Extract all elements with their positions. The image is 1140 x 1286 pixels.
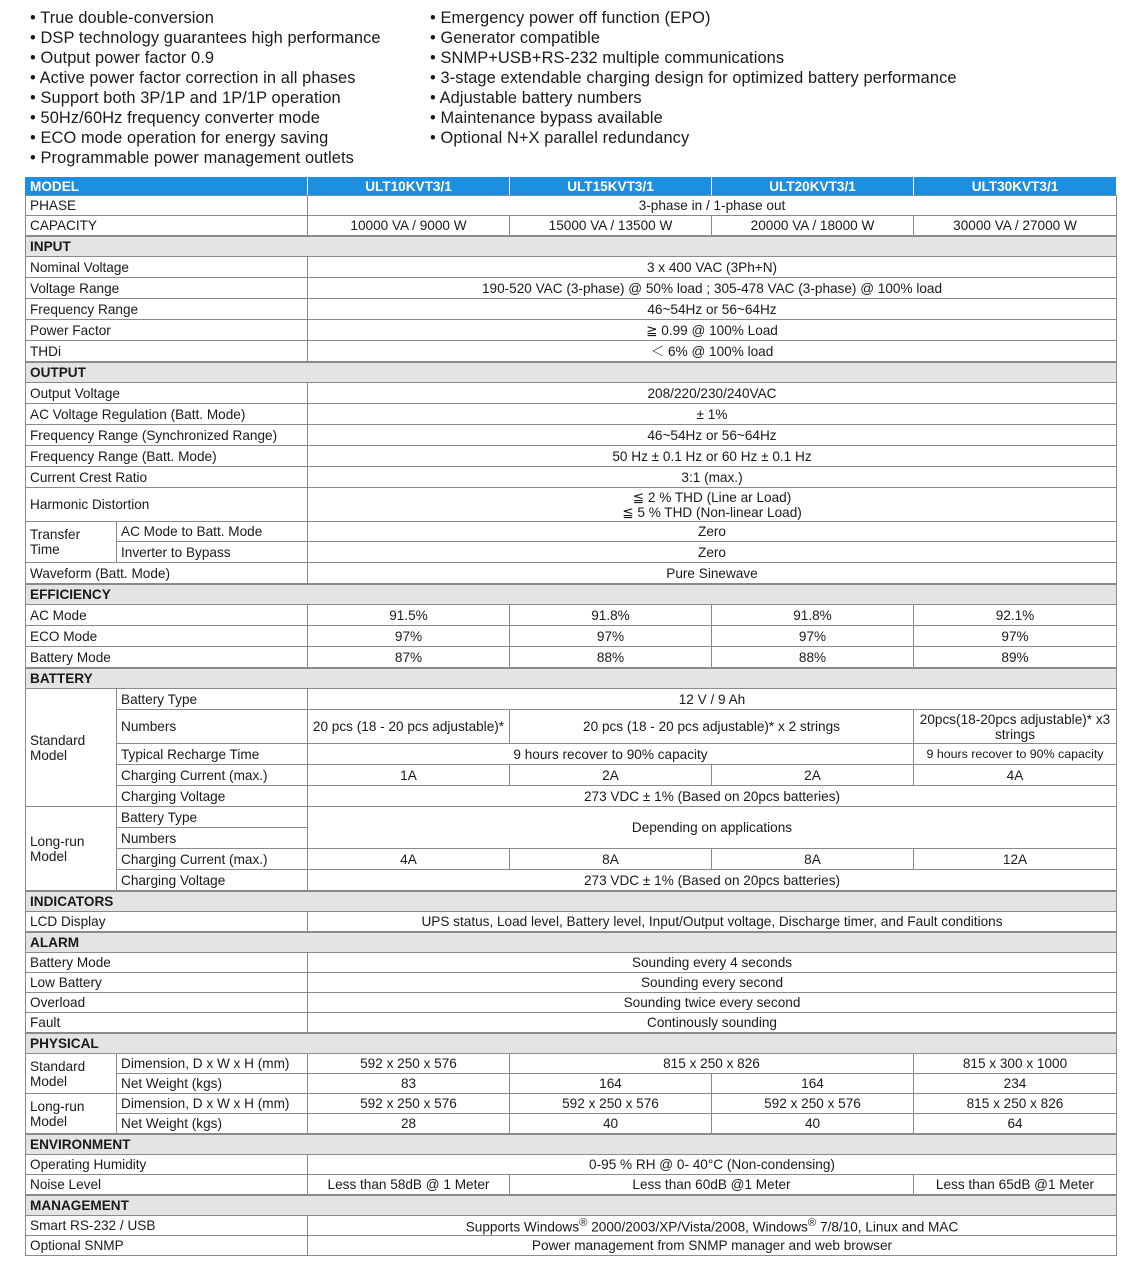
section-title: MANAGEMENT — [26, 1195, 1117, 1216]
table-row — [26, 870, 1117, 892]
feature-item: • SNMP+USB+RS-232 multiple communications — [430, 49, 785, 67]
section-header — [26, 362, 1117, 383]
row-label: Net Weight (kgs) — [117, 1114, 308, 1135]
row-label: Fault — [26, 1013, 308, 1034]
row-value: 50 Hz ± 0.1 Hz or 60 Hz ± 0.1 Hz — [308, 446, 1117, 467]
os-support-text: 2000/2003/XP/Vista/2008, Windows — [587, 1219, 808, 1235]
row-value: 9 hours recover to 90% capacity — [914, 744, 1117, 765]
row-value: 28 — [308, 1114, 510, 1135]
group-label: Long-run Model — [26, 1094, 117, 1135]
feature-list — [30, 8, 1030, 168]
table-row — [26, 425, 1117, 446]
section-title: ALARM — [26, 932, 1117, 953]
section-header — [26, 236, 1117, 257]
row-value: 2A — [510, 765, 712, 786]
row-label: Dimension, D x W x H (mm) — [117, 1094, 308, 1114]
feature-item: • Adjustable battery numbers — [430, 89, 642, 107]
row-value: 20pcs(18-20pcs adjustable)* x3 strings — [914, 710, 1117, 744]
table-row — [26, 563, 1117, 585]
table-row — [26, 1054, 1117, 1074]
row-value: 20 pcs (18 - 20 pcs adjustable)* — [308, 710, 510, 744]
row-value: 91.8% — [712, 605, 914, 626]
model-name: ULT10KVT3/1 — [308, 177, 510, 196]
row-value: Less than 65dB @1 Meter — [914, 1175, 1117, 1196]
feature-item: • ECO mode operation for energy saving — [30, 129, 329, 147]
row-label: Battery Type — [117, 689, 308, 710]
row-value: Depending on applications — [308, 807, 1117, 849]
row-value: 88% — [510, 647, 712, 669]
table-row — [26, 710, 1117, 744]
row-value: 10000 VA / 9000 W — [308, 216, 510, 237]
row-label: Nominal Voltage — [26, 257, 308, 278]
row-value: Less than 58dB @ 1 Meter — [308, 1175, 510, 1196]
spec-table — [25, 176, 1117, 1256]
feature-item: • True double-conversion — [30, 9, 214, 27]
table-row — [26, 647, 1117, 669]
section-title: INDICATORS — [26, 891, 1117, 912]
row-value: 64 — [914, 1114, 1117, 1135]
table-row — [26, 993, 1117, 1013]
section-header — [26, 1033, 1117, 1054]
model-header-row — [26, 177, 1117, 196]
row-value: Power management from SNMP manager and web browser — [308, 1236, 1117, 1256]
row-label: AC Mode to Batt. Mode — [117, 522, 308, 542]
table-row — [26, 488, 1117, 522]
feature-item: • DSP technology guarantees high performance — [30, 29, 381, 47]
feature-item: • Generator compatible — [430, 29, 601, 47]
feature-item: • Support both 3P/1P and 1P/1P operation — [30, 89, 341, 107]
row-value: ± 1% — [308, 404, 1117, 425]
group-label: Transfer Time — [26, 522, 117, 563]
table-row — [26, 522, 1117, 542]
table-row — [26, 299, 1117, 320]
table-row — [26, 383, 1117, 404]
row-label: Smart RS-232 / USB — [26, 1216, 308, 1236]
section-header — [26, 932, 1117, 953]
table-row — [26, 786, 1117, 807]
row-label: AC Mode — [26, 605, 308, 626]
table-row — [26, 467, 1117, 488]
row-label: Frequency Range (Synchronized Range) — [26, 425, 308, 446]
table-row — [26, 446, 1117, 467]
table-row — [26, 849, 1117, 870]
row-value: 46~54Hz or 56~64Hz — [308, 299, 1117, 320]
table-row — [26, 744, 1117, 765]
table-row — [26, 542, 1117, 563]
row-label: Low Battery — [26, 973, 308, 993]
row-label: PHASE — [26, 196, 308, 216]
table-row — [26, 216, 1117, 237]
row-label: THDi — [26, 341, 308, 363]
row-value: 97% — [510, 626, 712, 647]
row-value: ≧ 0.99 @ 100% Load — [308, 320, 1117, 341]
row-value: 164 — [510, 1074, 712, 1094]
model-name: ULT15KVT3/1 — [510, 177, 712, 196]
table-row — [26, 341, 1117, 363]
row-value: UPS status, Load level, Battery level, Input/Output voltage, Discharge timer, and Fault conditions — [308, 912, 1117, 933]
row-label: Overload — [26, 993, 308, 1013]
row-value: 4A — [308, 849, 510, 870]
row-label: Dimension, D x W x H (mm) — [117, 1054, 308, 1074]
feature-item: • 3-stage extendable charging design for optimized battery performance — [430, 69, 957, 87]
row-value: Zero — [308, 522, 1117, 542]
section-header — [26, 1195, 1117, 1216]
registered-mark: ® — [579, 1217, 588, 1230]
row-label: Charging Voltage — [117, 870, 308, 892]
os-support-text: 7/8/10, Linux and MAC — [816, 1219, 959, 1235]
row-value: 8A — [510, 849, 712, 870]
model-name: ULT20KVT3/1 — [712, 177, 914, 196]
row-label: Inverter to Bypass — [117, 542, 308, 563]
row-value — [308, 1216, 1117, 1236]
row-label: Charging Current (max.) — [117, 765, 308, 786]
row-label: Battery Mode — [26, 647, 308, 669]
table-row — [26, 1236, 1117, 1256]
group-label: Standard Model — [26, 689, 117, 807]
table-row — [26, 1175, 1117, 1196]
row-value: Zero — [308, 542, 1117, 563]
row-label: Charging Voltage — [117, 786, 308, 807]
row-value: 40 — [510, 1114, 712, 1135]
row-value: 9 hours recover to 90% capacity — [308, 744, 914, 765]
row-label: Voltage Range — [26, 278, 308, 299]
feature-item: • Maintenance bypass available — [430, 109, 663, 127]
feature-item: • Emergency power off function (EPO) — [430, 9, 711, 27]
row-value: 815 x 250 x 826 — [914, 1094, 1117, 1114]
section-header — [26, 891, 1117, 912]
row-value: Sounding every second — [308, 973, 1117, 993]
section-title: INPUT — [26, 236, 1117, 257]
model-name: ULT30KVT3/1 — [914, 177, 1117, 196]
row-value: 97% — [712, 626, 914, 647]
row-value: 4A — [914, 765, 1117, 786]
table-row — [26, 1074, 1117, 1094]
row-value: 815 x 300 x 1000 — [914, 1054, 1117, 1074]
row-label: CAPACITY — [26, 216, 308, 237]
row-value: 91.5% — [308, 605, 510, 626]
row-value: 592 x 250 x 576 — [510, 1094, 712, 1114]
table-row — [26, 320, 1117, 341]
section-title: BATTERY — [26, 668, 1117, 689]
section-header — [26, 1134, 1117, 1155]
row-label: Battery Type — [117, 807, 308, 828]
table-row — [26, 278, 1117, 299]
row-value: 208/220/230/240VAC — [308, 383, 1117, 404]
harmonic-line: ≦ 2 % THD (Line ar Load) — [632, 489, 792, 505]
row-value: 3:1 (max.) — [308, 467, 1117, 488]
row-value: 12 V / 9 Ah — [308, 689, 1117, 710]
row-value: 97% — [914, 626, 1117, 647]
row-value: 8A — [712, 849, 914, 870]
row-value: Continously sounding — [308, 1013, 1117, 1034]
row-label: Net Weight (kgs) — [117, 1074, 308, 1094]
group-label: Standard Model — [26, 1054, 117, 1094]
row-label: Numbers — [117, 710, 308, 744]
row-label: Optional SNMP — [26, 1236, 308, 1256]
row-label: Charging Current (max.) — [117, 849, 308, 870]
table-row — [26, 196, 1117, 216]
row-label: Operating Humidity — [26, 1155, 308, 1175]
table-row — [26, 1114, 1117, 1135]
section-title: ENVIRONMENT — [26, 1134, 1117, 1155]
section-header — [26, 668, 1117, 689]
row-value: 91.8% — [510, 605, 712, 626]
registered-mark: ® — [807, 1217, 817, 1230]
table-row — [26, 689, 1117, 710]
row-value: Pure Sinewave — [308, 563, 1117, 585]
row-label: Power Factor — [26, 320, 308, 341]
row-label: Frequency Range (Batt. Mode) — [26, 446, 308, 467]
model-label: MODEL — [26, 177, 308, 196]
row-value: Sounding twice every second — [308, 993, 1117, 1013]
table-row — [26, 605, 1117, 626]
row-value: 88% — [712, 647, 914, 669]
row-label: Current Crest Ratio — [26, 467, 308, 488]
row-value: 40 — [712, 1114, 914, 1135]
row-label: Numbers — [117, 828, 308, 849]
feature-item: • 50Hz/60Hz frequency converter mode — [30, 109, 320, 127]
row-label: Frequency Range — [26, 299, 308, 320]
row-value: 15000 VA / 13500 W — [510, 216, 712, 237]
table-row — [26, 807, 1117, 828]
group-label: Long-run Model — [26, 807, 117, 892]
row-value: 234 — [914, 1074, 1117, 1094]
row-value: 30000 VA / 27000 W — [914, 216, 1117, 237]
section-title: EFFICIENCY — [26, 584, 1117, 605]
row-value: 46~54Hz or 56~64Hz — [308, 425, 1117, 446]
table-row — [26, 1155, 1117, 1175]
row-value: Sounding every 4 seconds — [308, 953, 1117, 973]
row-label: Waveform (Batt. Mode) — [26, 563, 308, 585]
table-row — [26, 765, 1117, 786]
row-value: 1A — [308, 765, 510, 786]
os-support-text: Supports Windows — [465, 1219, 580, 1235]
row-label: LCD Display — [26, 912, 308, 933]
section-header — [26, 584, 1117, 605]
row-label: Output Voltage — [26, 383, 308, 404]
row-value: 592 x 250 x 576 — [712, 1094, 914, 1114]
row-value: 273 VDC ± 1% (Based on 20pcs batteries) — [308, 786, 1117, 807]
row-value: 164 — [712, 1074, 914, 1094]
feature-column-left — [30, 8, 381, 168]
row-value: 2A — [712, 765, 914, 786]
row-value: 83 — [308, 1074, 510, 1094]
row-value: 815 x 250 x 826 — [510, 1054, 914, 1074]
row-value: 92.1% — [914, 605, 1117, 626]
row-value: 3-phase in / 1-phase out — [308, 196, 1117, 216]
row-value: 87% — [308, 647, 510, 669]
row-label: AC Voltage Regulation (Batt. Mode) — [26, 404, 308, 425]
feature-column-right — [430, 8, 957, 148]
feature-item: • Programmable power management outlets — [30, 149, 354, 167]
row-label: Harmonic Distortion — [26, 488, 308, 522]
row-value: 89% — [914, 647, 1117, 669]
feature-item: • Optional N+X parallel redundancy — [430, 129, 690, 147]
row-value: Less than 60dB @1 Meter — [510, 1175, 914, 1196]
row-value — [308, 488, 1117, 522]
table-row — [26, 404, 1117, 425]
row-value: 12A — [914, 849, 1117, 870]
table-row — [26, 912, 1117, 933]
row-value: 592 x 250 x 576 — [308, 1094, 510, 1114]
row-value: 592 x 250 x 576 — [308, 1054, 510, 1074]
row-value: 97% — [308, 626, 510, 647]
row-label: Typical Recharge Time — [117, 744, 308, 765]
section-title: PHYSICAL — [26, 1033, 1117, 1054]
table-row — [26, 1216, 1117, 1236]
row-value: 3 x 400 VAC (3Ph+N) — [308, 257, 1117, 278]
row-label: Noise Level — [26, 1175, 308, 1196]
row-value: 0-95 % RH @ 0- 40°C (Non-condensing) — [308, 1155, 1117, 1175]
table-row — [26, 1094, 1117, 1114]
row-value: 273 VDC ± 1% (Based on 20pcs batteries) — [308, 870, 1117, 892]
feature-item: • Output power factor 0.9 — [30, 49, 215, 67]
row-value: ＜ 6% @ 100% load — [308, 341, 1117, 363]
table-row — [26, 626, 1117, 647]
row-label: ECO Mode — [26, 626, 308, 647]
table-row — [26, 1013, 1117, 1034]
row-value: 20000 VA / 18000 W — [712, 216, 914, 237]
row-value: 20 pcs (18 - 20 pcs adjustable)* x 2 strings — [510, 710, 914, 744]
table-row — [26, 973, 1117, 993]
table-row — [26, 953, 1117, 973]
harmonic-line: ≦ 5 % THD (Non-linear Load) — [622, 504, 802, 520]
table-row — [26, 257, 1117, 278]
feature-item: • Active power factor correction in all phases — [30, 69, 356, 87]
row-value: 190-520 VAC (3-phase) @ 50% load ; 305-478 VAC (3-phase) @ 100% load — [308, 278, 1117, 299]
section-title: OUTPUT — [26, 362, 1117, 383]
row-label: Battery Mode — [26, 953, 308, 973]
